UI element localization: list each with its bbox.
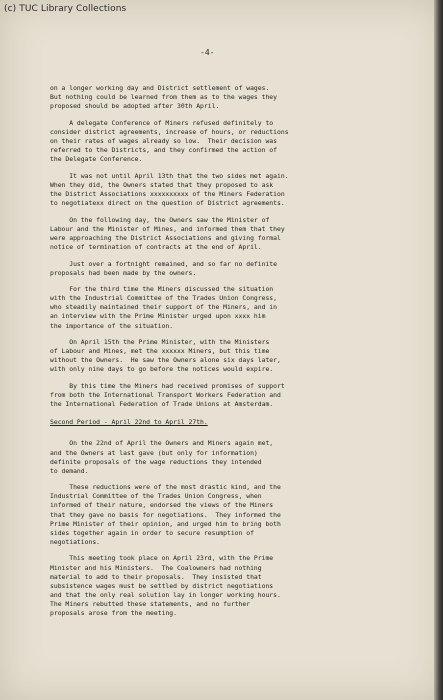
- paragraph: [50, 119, 380, 164]
- text-line: proposed should be adopted after 30th April.: [50, 102, 220, 111]
- text-line: negotiations.: [50, 537, 101, 546]
- text-line: The Miners rebutted these statements, and no further: [50, 599, 251, 608]
- paragraph: [50, 285, 380, 330]
- text-line: with the Industrial Committee of the Trades Union Congress,: [50, 294, 278, 303]
- text-line: that they gave no basis for negotiations. They informed the: [50, 510, 281, 519]
- text-line: were approaching the District Associations and giving formal: [50, 233, 281, 242]
- paragraphs-before-heading: [50, 84, 380, 409]
- text-line: to negotiatexx direct on the question of District agreements.: [50, 199, 285, 208]
- paragraph: [50, 84, 380, 111]
- text-line: on a longer working day and District settlement of wages.: [50, 84, 270, 92]
- paragraph: [50, 172, 380, 208]
- paragraph: [50, 260, 380, 278]
- copyright-watermark: (c) TUC Library Collections: [4, 4, 127, 14]
- text-line: who steadily maintained their support of the Miners, and in: [50, 303, 278, 312]
- paragraph: [50, 338, 380, 374]
- text-line: notice of termination of contracts at the end of April.: [50, 242, 262, 251]
- paragraph: [50, 216, 380, 252]
- text-line: But nothing could be learned from them as to the wages they: [50, 93, 278, 102]
- text-line: subsistence wages must be settled by district negotiations: [50, 581, 274, 590]
- page-edge-shadow: [434, 0, 443, 700]
- typed-body-text: [50, 84, 380, 626]
- text-line: and the Owners at last gave (but only for information): [50, 448, 258, 457]
- text-line: These reductions were of the most drastic kind, and the: [50, 483, 281, 492]
- text-line: A delegate Conference of Miners refused definitely to: [50, 118, 274, 127]
- text-line: the importance of the situation.: [50, 321, 174, 330]
- text-line: with only nine days to go before the notices would expire.: [50, 365, 274, 374]
- text-line: the Delegate Conference.: [50, 155, 143, 164]
- text-line: on their rates of wages already so low. Their decision was: [50, 136, 278, 145]
- text-line: material to add to their proposals. They insisted that: [50, 572, 262, 581]
- text-line: On the 22nd of April the Owners and Miners again met,: [50, 439, 274, 448]
- text-line: an interview with the Prime Minister urged upon xxxx him: [50, 312, 266, 321]
- page-number: -4-: [200, 48, 215, 57]
- text-line: Labour and the Minister of Mines, and informed them that they: [50, 224, 285, 233]
- text-line: Industrial Committee of the Trades Union Congress, when: [50, 492, 262, 501]
- text-line: of Labour and Mines, met the xxxxxx Miners, but this time: [50, 347, 270, 356]
- text-line: It was not until April 13th that the two sides met again.: [50, 171, 289, 180]
- section-heading: Second Period - April 22nd to April 27th.: [50, 418, 208, 427]
- text-line: proposals arose from the meeting.: [50, 609, 177, 617]
- text-line: consider district agreements, increase of hours, or reductions: [50, 127, 289, 136]
- text-line: Minister and his Ministers. The Coalowners had nothing: [50, 563, 262, 572]
- text-line: to demand.: [50, 466, 89, 475]
- text-line: For the third time the Miners discussed the situation: [50, 285, 274, 294]
- text-line: informed of their nature, endorsed the views of the Miners: [50, 501, 274, 510]
- paragraphs-after-heading: [50, 439, 380, 618]
- paragraph: [50, 554, 380, 618]
- text-line: On April 15th the Prime Minister, with the Ministers: [50, 338, 270, 347]
- text-line: the International Federation of Trade Unions at Amsterdam.: [50, 400, 274, 409]
- paragraph: [50, 382, 380, 409]
- text-line: Just over a fortnight remained, and so far no definite: [50, 259, 278, 268]
- text-line: On the following day, the Owners saw the Minister of: [50, 215, 270, 224]
- text-line: sides together again in order to secure resumption of: [50, 528, 254, 537]
- paragraph: [50, 439, 380, 475]
- text-line: the District Associations xxxxxxxxxx of the Miners Federation: [50, 189, 285, 198]
- text-line: from both the International Transport Workers Federation and: [50, 391, 281, 400]
- text-line: Prime Minister of their opinion, and urged him to bring both: [50, 519, 281, 528]
- paragraph: [50, 483, 380, 547]
- text-line: When they did, the Owners stated that they proposed to ask: [50, 180, 274, 189]
- text-line: definite proposals of the wage reductions they intended: [50, 457, 262, 466]
- text-line: without the Owners. He saw the Owners alone six days later,: [50, 356, 281, 365]
- text-line: referred to the Districts, and they confirmed the action of: [50, 146, 278, 155]
- text-line: By this time the Miners had received promises of support: [50, 382, 285, 391]
- text-line: proposals had been made by the owners.: [50, 268, 197, 277]
- text-line: and that the only real solution lay in longer working hours.: [50, 590, 281, 599]
- text-line: This meeting took place on April 23rd, with the Prime: [50, 554, 274, 563]
